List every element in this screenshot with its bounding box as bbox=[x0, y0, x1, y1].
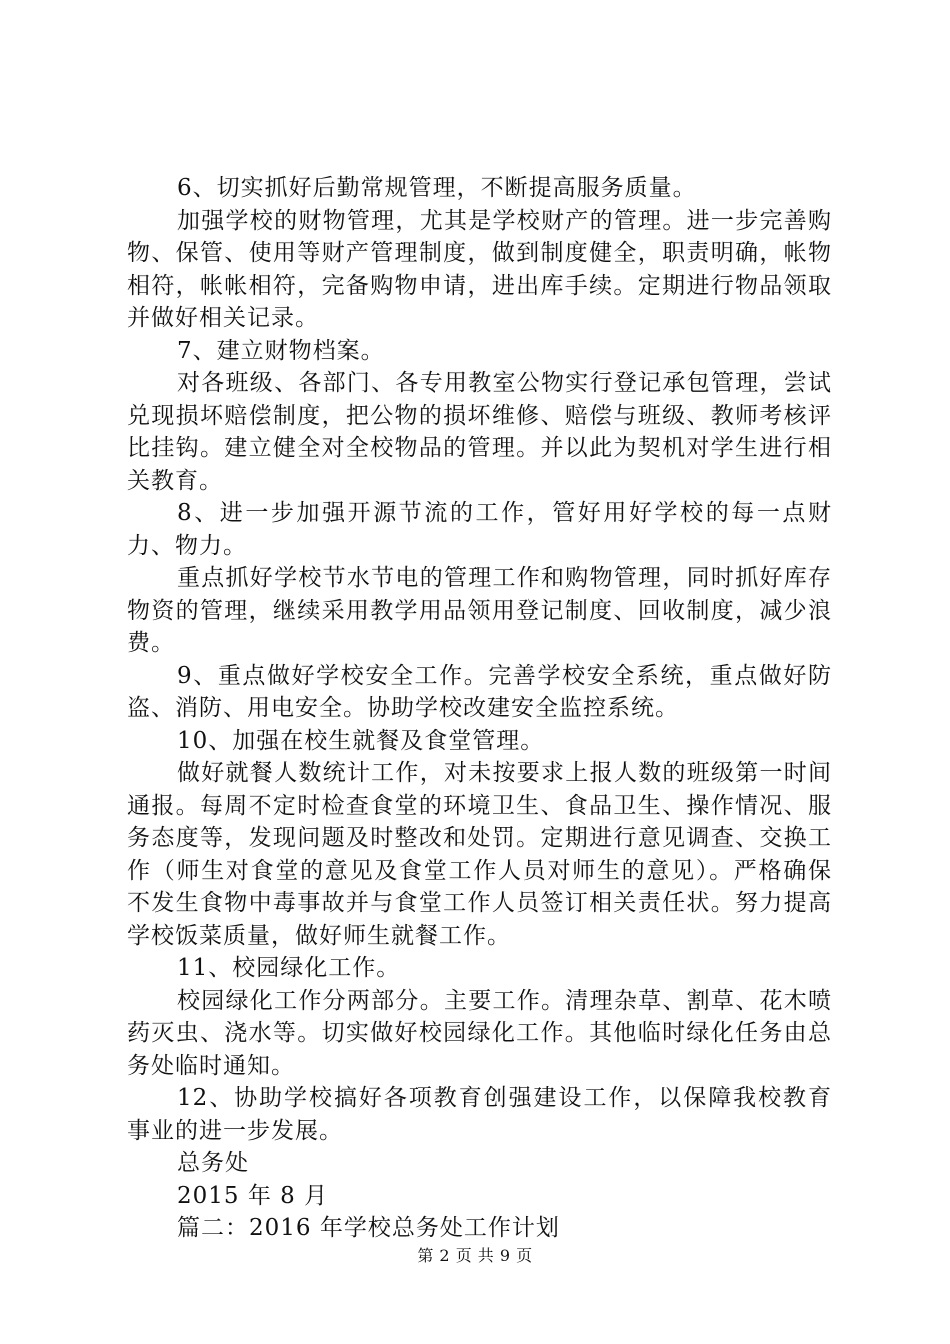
paragraph-property-registration: 对各班级、各部门、各专用教室公物实行登记承包管理，尝试兑现损坏赔偿制度，把公物的损坏维修、赔偿与班级、教师考核评比挂钩。建立健全对全校物品的管理。并以此为契机对学生进行相关教育。 bbox=[127, 370, 832, 494]
paragraph-canteen-management: 做好就餐人数统计工作，对未按要求上报人数的班级第一时间通报。每周不定时检查食堂的环境卫生、食品卫生、操作情况、服务态度等，发现问题及时整改和处罚。定期进行意见调查、交换工作（师生对食堂的意见及食堂工作人员对师生的意见）。严格确保不发生食物中毒事故并与食堂工作人员签订相关责任状。努力提高学校饭菜质量，做好师生就餐工作。 bbox=[127, 760, 832, 949]
paragraph-item-7: 7、建立财物档案。 bbox=[177, 337, 385, 364]
paragraph-item-9: 9、重点做好学校安全工作。完善学校安全系统，重点做好防盗、消防、用电安全。协助学校改建安全监控系统。 bbox=[127, 662, 832, 721]
paragraph-item-12: 12、协助学校搞好各项教育创强建设工作，以保障我校教育事业的进一步发展。 bbox=[127, 1085, 832, 1144]
paragraph-item-11: 11、校园绿化工作。 bbox=[177, 955, 401, 981]
document-body bbox=[127, 172, 832, 1245]
signature-date: 2015 年 8 月 bbox=[177, 1182, 329, 1209]
paragraph-saving-resources: 重点抓好学校节水节电的管理工作和购物管理，同时抓好库存物资的管理，继续采用教学用品领用登记制度、回收制度，减少浪费。 bbox=[127, 565, 832, 656]
paragraph-greening-work: 校园绿化工作分两部分。主要工作。清理杂草、割草、花木喷药灭虫、浇水等。切实做好校园绿化工作。其他临时绿化任务由总务处临时通知。 bbox=[127, 987, 832, 1079]
next-section-title: 篇二：2016 年学校总务处工作计划 bbox=[177, 1215, 560, 1241]
page-number-footer: 第 2 页 共 9 页 bbox=[417, 1246, 533, 1265]
signature-office: 总务处 bbox=[177, 1150, 249, 1176]
paragraph-item-10: 10、加强在校生就餐及食堂管理。 bbox=[177, 727, 545, 754]
paragraph-item-8: 8、进一步加强开源节流的工作，管好用好学校的每一点财力、物力。 bbox=[127, 500, 832, 559]
paragraph-financial-management: 加强学校的财物管理，尤其是学校财产的管理。进一步完善购物、保管、使用等财产管理制度，做到制度健全，职责明确，帐物相符，帐帐相符，完备购物申请，进出库手续。定期进行物品领取并做好相关记录。 bbox=[127, 207, 832, 331]
paragraph-item-6: 6、切实抓好后勤常规管理，不断提高服务质量。 bbox=[177, 175, 697, 201]
